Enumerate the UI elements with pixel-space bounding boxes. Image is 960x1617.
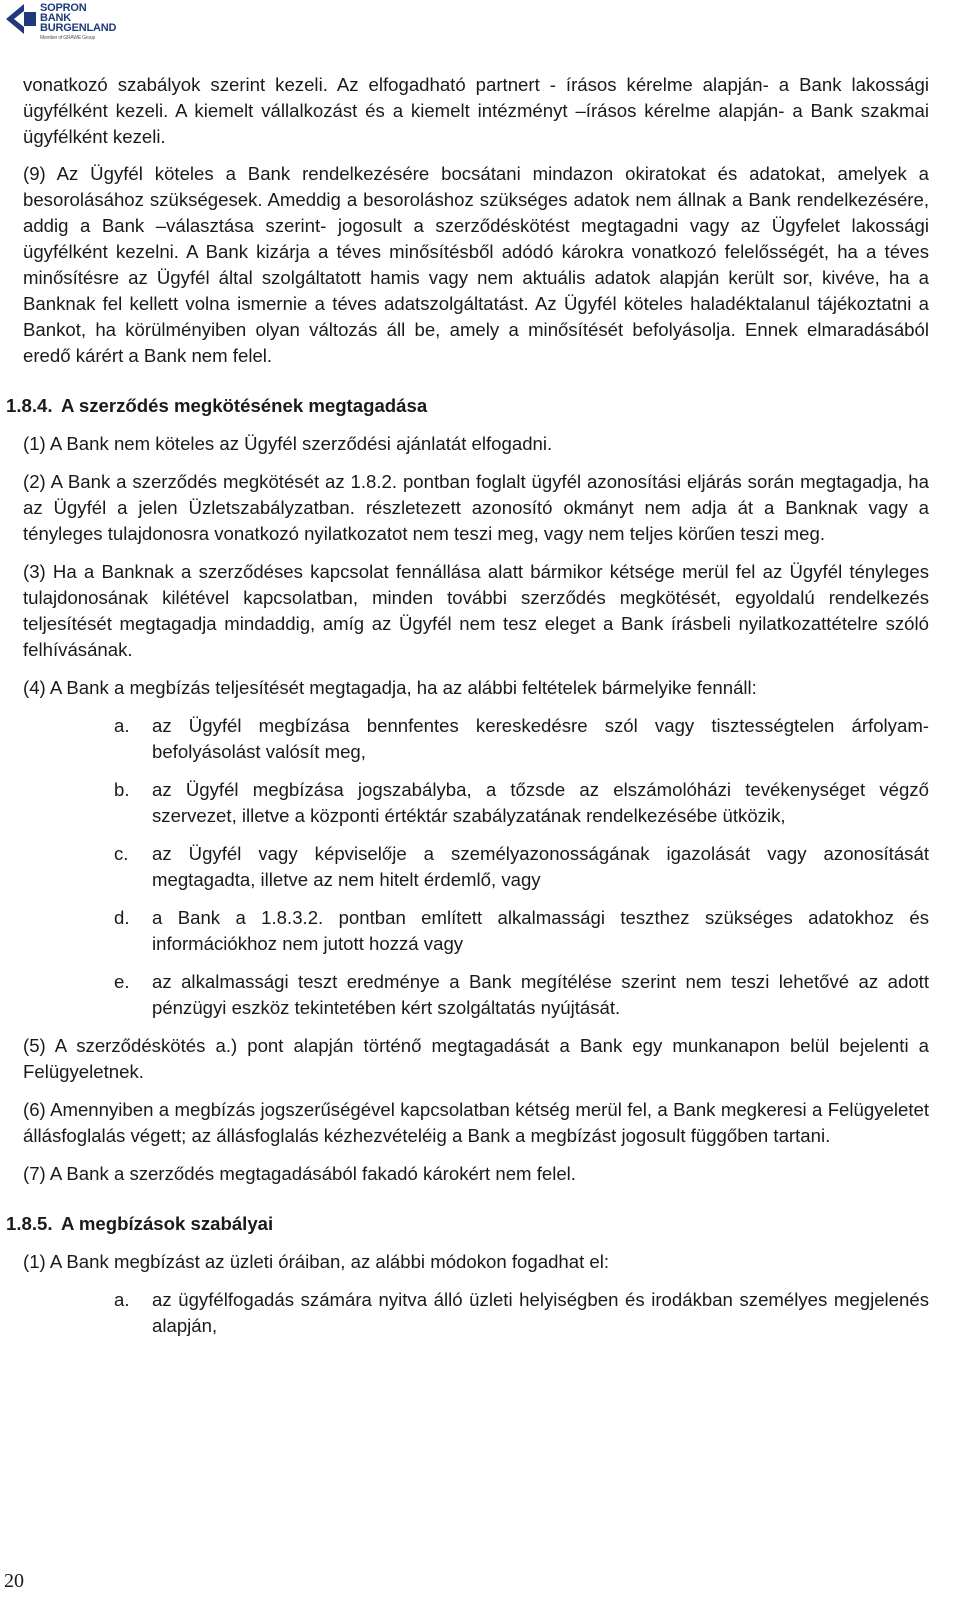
list-letter: e. [114, 971, 130, 992]
list-item-text: az ügyfélfogadás számára nyitva álló üzleti helyiségben és irodákban személyes megjelenés alapján, [152, 1289, 929, 1336]
list-item [23, 905, 929, 957]
list-item [23, 777, 929, 829]
list-letter: d. [114, 907, 130, 928]
document-body [6, 72, 929, 1339]
logo-text-member: Member of GRAWE Group [40, 35, 96, 41]
paragraph-184-6: (6) Amennyiben a megbízás jogszerűségével kapcsolatban kétség merül fel, a Bank megkeresi a Felügyeletet állásfoglalás végett; az állásfoglalás kézhezvételéig a Bank a megbízást jogosult függőben tartani. [23, 1099, 929, 1146]
bank-logo [4, 2, 124, 42]
list-item-text: az Ügyfél vagy képviselője a személyazonosságának igazolását vagy azonosítását megtagadta, illetve az nem hitelt érdemlő, vagy [152, 843, 929, 890]
list-item-text: az Ügyfél megbízása bennfentes kereskedésre szól vagy tisztességtelen árfolyam-befolyásolást valósít meg, [152, 715, 929, 762]
paragraph-184-2: (2) A Bank a szerződés megkötését az 1.8.2. pontban foglalt ügyfél azonosítási eljárás során megtagadja, ha az Ügyfél a jelen Üzletszabályzatban. részletezett azonosító okmányt nem adja át a Banknak vagy a tényleges tulajdonosra vonatkozó nyilatkozatot nem teszi meg, vagy nem teljes körűen teszi meg. [23, 471, 929, 544]
list-item-text: a Bank a 1.8.3.2. pontban említett alkalmassági teszthez szükséges adatokhoz és információkhoz nem jutott hozzá vagy [152, 907, 929, 954]
order-methods-list [23, 1287, 929, 1339]
list-letter: b. [114, 779, 130, 800]
section-number: 1.8.4. [6, 395, 53, 416]
logo-arrow-icon [4, 2, 38, 36]
section-number: 1.8.5. [6, 1213, 53, 1234]
section-title: A szerződés megkötésének megtagadása [61, 395, 428, 416]
paragraph-185-1: (1) A Bank megbízást az üzleti óráiban, az alábbi módokon fogadhat el: [23, 1251, 610, 1272]
paragraph-184-1: (1) A Bank nem köteles az Ügyfél szerződési ajánlatát elfogadni. [23, 433, 553, 454]
paragraph-184-7: (7) A Bank a szerződés megtagadásából fakadó károkért nem felel. [23, 1163, 576, 1184]
list-item [23, 969, 929, 1021]
list-item [23, 841, 929, 893]
list-letter: c. [114, 843, 129, 864]
section-heading-185 [6, 1211, 929, 1237]
section-heading-184 [6, 393, 929, 419]
page-number: 20 [4, 1570, 24, 1592]
list-letter: a. [114, 1289, 130, 1310]
list-item-text: az alkalmassági teszt eredménye a Bank megítélése szerint nem teszi lehetővé az adott pénzügyi eszköz tekintetében kért szolgáltatás nyújtását. [152, 971, 929, 1018]
paragraph-184-5: (5) A szerződéskötés a.) pont alapján történő megtagadását a Bank egy munkanapon belül bejelenti a Felügyeletnek. [23, 1035, 929, 1082]
list-letter: a. [114, 715, 130, 736]
logo-text-burgenland: BURGENLAND [40, 22, 117, 34]
paragraph-184-3: (3) Ha a Banknak a szerződéses kapcsolat fennállása alatt bármikor kétsége merül fel az Ügyfél tényleges tulajdonosának kilétével kapcsolatban, minden további szerződés megkötését, egyoldalú rendelkezés teljesítését megtagadja mindaddig, amíg az Ügyfél nem tesz eleget a Bank írásbeli nyilatkozattételre szóló felhívásának. [23, 561, 929, 660]
list-item [23, 713, 929, 765]
paragraph-9: (9) Az Ügyfél köteles a Bank rendelkezésére bocsátani mindazon okiratokat és adatokat, amelyek a besorolásához szükségesek. Ameddig a besoroláshoz szükséges adatok nem állnak a Bank rendelkezésére, addig a Bank –választása szerint- jogosult a szerződéskötést megtagadni vagy az Ügyfelet lakossági ügyfélként kezelni. A Bank kizárja a téves minősítésből adódó károkra vonatkozó felelősségét, ha a téves minősítésre az Ügyfél által szolgáltatott hamis vagy nem aktuális adatok alapján került sor, kivéve, ha a Banknak fel kellett volna ismernie a téves adatszolgáltatást. Az Ügyfél köteles haladéktalanul tájékoztatni a Bankot, ha körülményiben olyan változás áll be, amely a minősítését befolyásolja. Ennek elmaradásából eredő kárért a Bank nem felel. [23, 163, 929, 366]
logo-text-sopron: SOPRON [40, 2, 87, 14]
list-item [23, 1287, 929, 1339]
paragraph-184-4: (4) A Bank a megbízás teljesítését megtagadja, ha az alábbi feltételek bármelyike fennáll: [23, 677, 757, 698]
refusal-conditions-list [23, 713, 929, 1021]
section-title: A megbízások szabályai [61, 1213, 274, 1234]
list-item-text: az Ügyfél megbízása jogszabályba, a tőzsde az elszámolóházi tevékenységet végző szervezet, illetve a központi értéktár szabályzatának rendelkezésébe ütközik, [152, 779, 929, 826]
paragraph-continuation: vonatkozó szabályok szerint kezeli. Az elfogadható partnert - írásos kérelme alapján- a Bank lakossági ügyfélként kezeli. A kiemelt vállalkozást és a kiemelt intézményt –írásos kérelme alapján- a Bank szakmai ügyfélként kezeli. [23, 74, 929, 147]
logo-text-bank: BANK [40, 12, 71, 24]
